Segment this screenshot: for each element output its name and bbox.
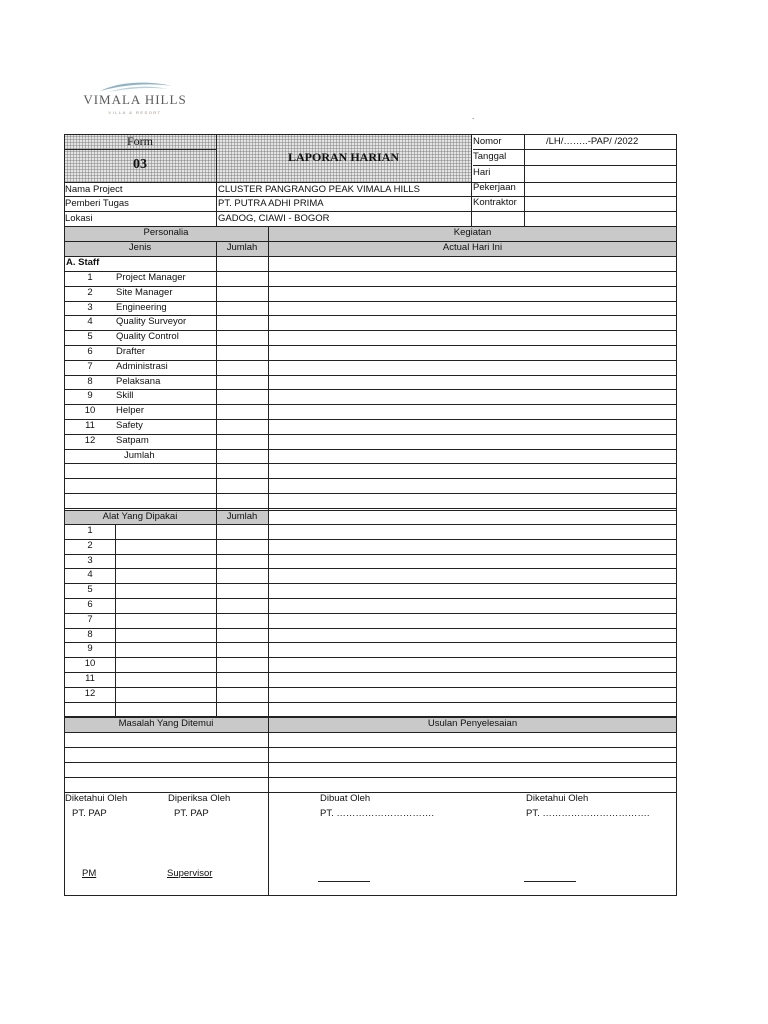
staff-row-number: 1 bbox=[87, 272, 93, 283]
rule-line bbox=[64, 613, 677, 614]
rule-line bbox=[64, 478, 677, 479]
rule-line bbox=[64, 792, 677, 793]
meta-value-hari bbox=[546, 165, 676, 180]
meta-label-kontraktor: Kontraktor bbox=[473, 197, 517, 208]
alat-row-number: 2 bbox=[87, 539, 93, 551]
rule-line bbox=[64, 702, 677, 703]
rule-line bbox=[64, 241, 677, 242]
rule-line bbox=[64, 508, 677, 509]
alat-row-number: 4 bbox=[87, 569, 93, 581]
staff-row-name: Safety bbox=[116, 420, 143, 431]
signature-1-role: PM bbox=[82, 868, 97, 879]
masalah-heading: Masalah Yang Ditemui bbox=[118, 718, 214, 729]
staff-row-name: Quality Control bbox=[116, 331, 179, 343]
staff-row-number: 6 bbox=[87, 346, 93, 357]
rule-line bbox=[268, 717, 269, 896]
rule-line bbox=[64, 434, 677, 435]
alat-row-number: 7 bbox=[87, 613, 93, 625]
staff-row-number: 2 bbox=[87, 286, 93, 298]
staff-row-name: Administrasi bbox=[116, 360, 168, 372]
rule-line bbox=[64, 463, 677, 464]
rule-line bbox=[64, 554, 677, 555]
alat-row-number: 6 bbox=[87, 599, 93, 610]
staff-row-name: Quality Surveyor bbox=[116, 316, 187, 328]
staff-section-label: A. Staff bbox=[66, 257, 100, 268]
info-label-pemberi-tugas: Pemberi Tugas bbox=[65, 198, 129, 209]
col-jenis-header: Jenis bbox=[128, 242, 152, 253]
meta-value-tanggal bbox=[546, 149, 676, 164]
rule-line bbox=[471, 134, 472, 226]
alat-row-number: 12 bbox=[84, 687, 96, 699]
logo-tagline: VILLA & RESORT bbox=[108, 110, 162, 115]
signature-4-org: PT. ……………………………. bbox=[526, 808, 650, 819]
staff-row-number: 10 bbox=[84, 405, 96, 417]
rule-line bbox=[64, 628, 677, 629]
signature-2-title: Diperiksa Oleh bbox=[168, 793, 231, 804]
rule-line bbox=[64, 583, 677, 584]
staff-row-number: 11 bbox=[85, 420, 95, 431]
rule-line bbox=[64, 286, 677, 287]
rule-line bbox=[64, 657, 677, 658]
signature-1-org: PT. PAP bbox=[72, 808, 107, 819]
alat-row-number: 8 bbox=[87, 628, 93, 640]
rule-line bbox=[64, 419, 677, 420]
form-number: 03 bbox=[133, 157, 147, 172]
rule-line bbox=[64, 732, 677, 733]
rule-line bbox=[64, 449, 677, 450]
company-logo bbox=[80, 80, 190, 122]
info-label-lokasi: Lokasi bbox=[65, 213, 93, 224]
staff-row-name: Drafter bbox=[116, 346, 146, 357]
rule-line bbox=[64, 360, 677, 361]
staff-row-number: 8 bbox=[87, 375, 93, 387]
rule-line bbox=[64, 568, 677, 569]
meta-label-tanggal: Tanggal bbox=[473, 151, 507, 162]
page-title: LAPORAN HARIAN bbox=[288, 150, 399, 164]
staff-row-name: Pelaksana bbox=[116, 375, 161, 387]
rule-line bbox=[64, 301, 677, 302]
rule-line bbox=[216, 134, 217, 226]
info-value-nama-project: CLUSTER PANGRANGO PEAK VIMALA HILLS bbox=[218, 184, 421, 195]
alat-heading: Alat Yang Dipakai bbox=[102, 511, 178, 522]
staff-row-number: 12 bbox=[84, 434, 96, 446]
staff-row-number: 4 bbox=[87, 316, 93, 328]
rule-line bbox=[473, 149, 677, 150]
logo-brand-text: VIMALA HILLS bbox=[83, 92, 187, 107]
rule-line bbox=[64, 389, 677, 390]
staff-row-name: Satpam bbox=[116, 434, 149, 446]
rule-line bbox=[64, 510, 677, 511]
col-jumlah-header: Jumlah bbox=[226, 242, 258, 253]
alat-row-number: 10 bbox=[84, 658, 96, 670]
personalia-heading: Personalia bbox=[143, 227, 189, 238]
staff-row-name: Site Manager bbox=[116, 286, 173, 298]
info-value-pemberi-tugas: PT. PUTRA ADHI PRIMA bbox=[218, 198, 324, 209]
signature-3-title: Dibuat Oleh bbox=[320, 793, 371, 804]
info-value-lokasi: GADOG, CIAWI - BOGOR bbox=[218, 213, 330, 224]
staff-row-number: 9 bbox=[87, 390, 93, 402]
staff-row-number: 5 bbox=[87, 331, 93, 343]
alat-col-jumlah: Jumlah bbox=[226, 511, 258, 522]
signature-4-line bbox=[524, 881, 576, 882]
staff-row-number: 3 bbox=[87, 301, 93, 313]
rule-line bbox=[64, 256, 677, 257]
rule-line bbox=[64, 642, 677, 643]
rule-line bbox=[64, 539, 677, 540]
signature-4-title: Diketahui Oleh bbox=[526, 793, 589, 804]
kegiatan-subheading: Actual Hari Ini bbox=[442, 242, 503, 253]
rule-line bbox=[473, 211, 677, 212]
rule-line bbox=[64, 404, 677, 405]
usulan-heading: Usulan Penyelesaian bbox=[427, 718, 518, 729]
meta-value-nomor: /LH/……..-PAP/ /2022 bbox=[546, 136, 639, 147]
staff-total-label: Jumlah bbox=[124, 450, 155, 461]
meta-value-kontraktor bbox=[546, 195, 676, 210]
rule-line bbox=[64, 524, 677, 525]
rule-line bbox=[524, 134, 525, 226]
rule-line bbox=[64, 149, 216, 150]
staff-row-number: 7 bbox=[87, 360, 93, 372]
rule-line bbox=[64, 330, 677, 331]
rule-line bbox=[64, 777, 677, 778]
rule-line bbox=[473, 165, 677, 166]
rule-line bbox=[64, 687, 677, 688]
rule-line bbox=[64, 598, 677, 599]
staff-row-name: Skill bbox=[116, 390, 134, 402]
kegiatan-heading: Kegiatan bbox=[453, 227, 492, 238]
rule-line bbox=[64, 747, 677, 748]
signature-3-line bbox=[318, 881, 370, 882]
form-label: Form bbox=[126, 134, 153, 148]
rule-line bbox=[64, 762, 677, 763]
rule-line bbox=[64, 345, 677, 346]
alat-row-number: 11 bbox=[85, 673, 95, 684]
daily-report-form bbox=[64, 134, 677, 896]
alat-row-number: 5 bbox=[87, 584, 93, 596]
rule-line bbox=[64, 271, 677, 272]
alat-row-number: 9 bbox=[87, 643, 93, 655]
signature-1-title: Diketahui Oleh bbox=[65, 793, 128, 804]
staff-row-name: Engineering bbox=[116, 301, 167, 313]
meta-label-nomor: Nomor bbox=[473, 136, 502, 147]
rule-line bbox=[64, 493, 677, 494]
form-border-left bbox=[64, 134, 65, 896]
staff-row-name: Project Manager bbox=[116, 272, 186, 283]
alat-row-number: 3 bbox=[87, 554, 93, 566]
signature-2-role: Supervisor bbox=[167, 868, 213, 879]
stray-dot: . bbox=[472, 112, 475, 121]
staff-row-name: Helper bbox=[116, 405, 144, 417]
info-label-nama-project: Nama Project bbox=[65, 184, 123, 195]
form-border-top bbox=[64, 134, 677, 135]
rule-line bbox=[64, 717, 677, 718]
rule-line bbox=[64, 375, 677, 376]
signature-2-org: PT. PAP bbox=[174, 808, 209, 819]
rule-line bbox=[64, 196, 677, 197]
rule-line bbox=[64, 315, 677, 316]
alat-row-number: 1 bbox=[87, 525, 93, 536]
meta-label-pekerjaan: Pekerjaan bbox=[473, 182, 516, 193]
signature-3-org: PT. …………………………. bbox=[320, 808, 435, 819]
meta-label-hari: Hari bbox=[473, 167, 491, 178]
rule-line bbox=[64, 226, 677, 227]
form-border-right bbox=[676, 134, 677, 896]
rule-line bbox=[64, 672, 677, 673]
form-border-bottom bbox=[64, 895, 677, 896]
rule-line bbox=[64, 182, 677, 183]
